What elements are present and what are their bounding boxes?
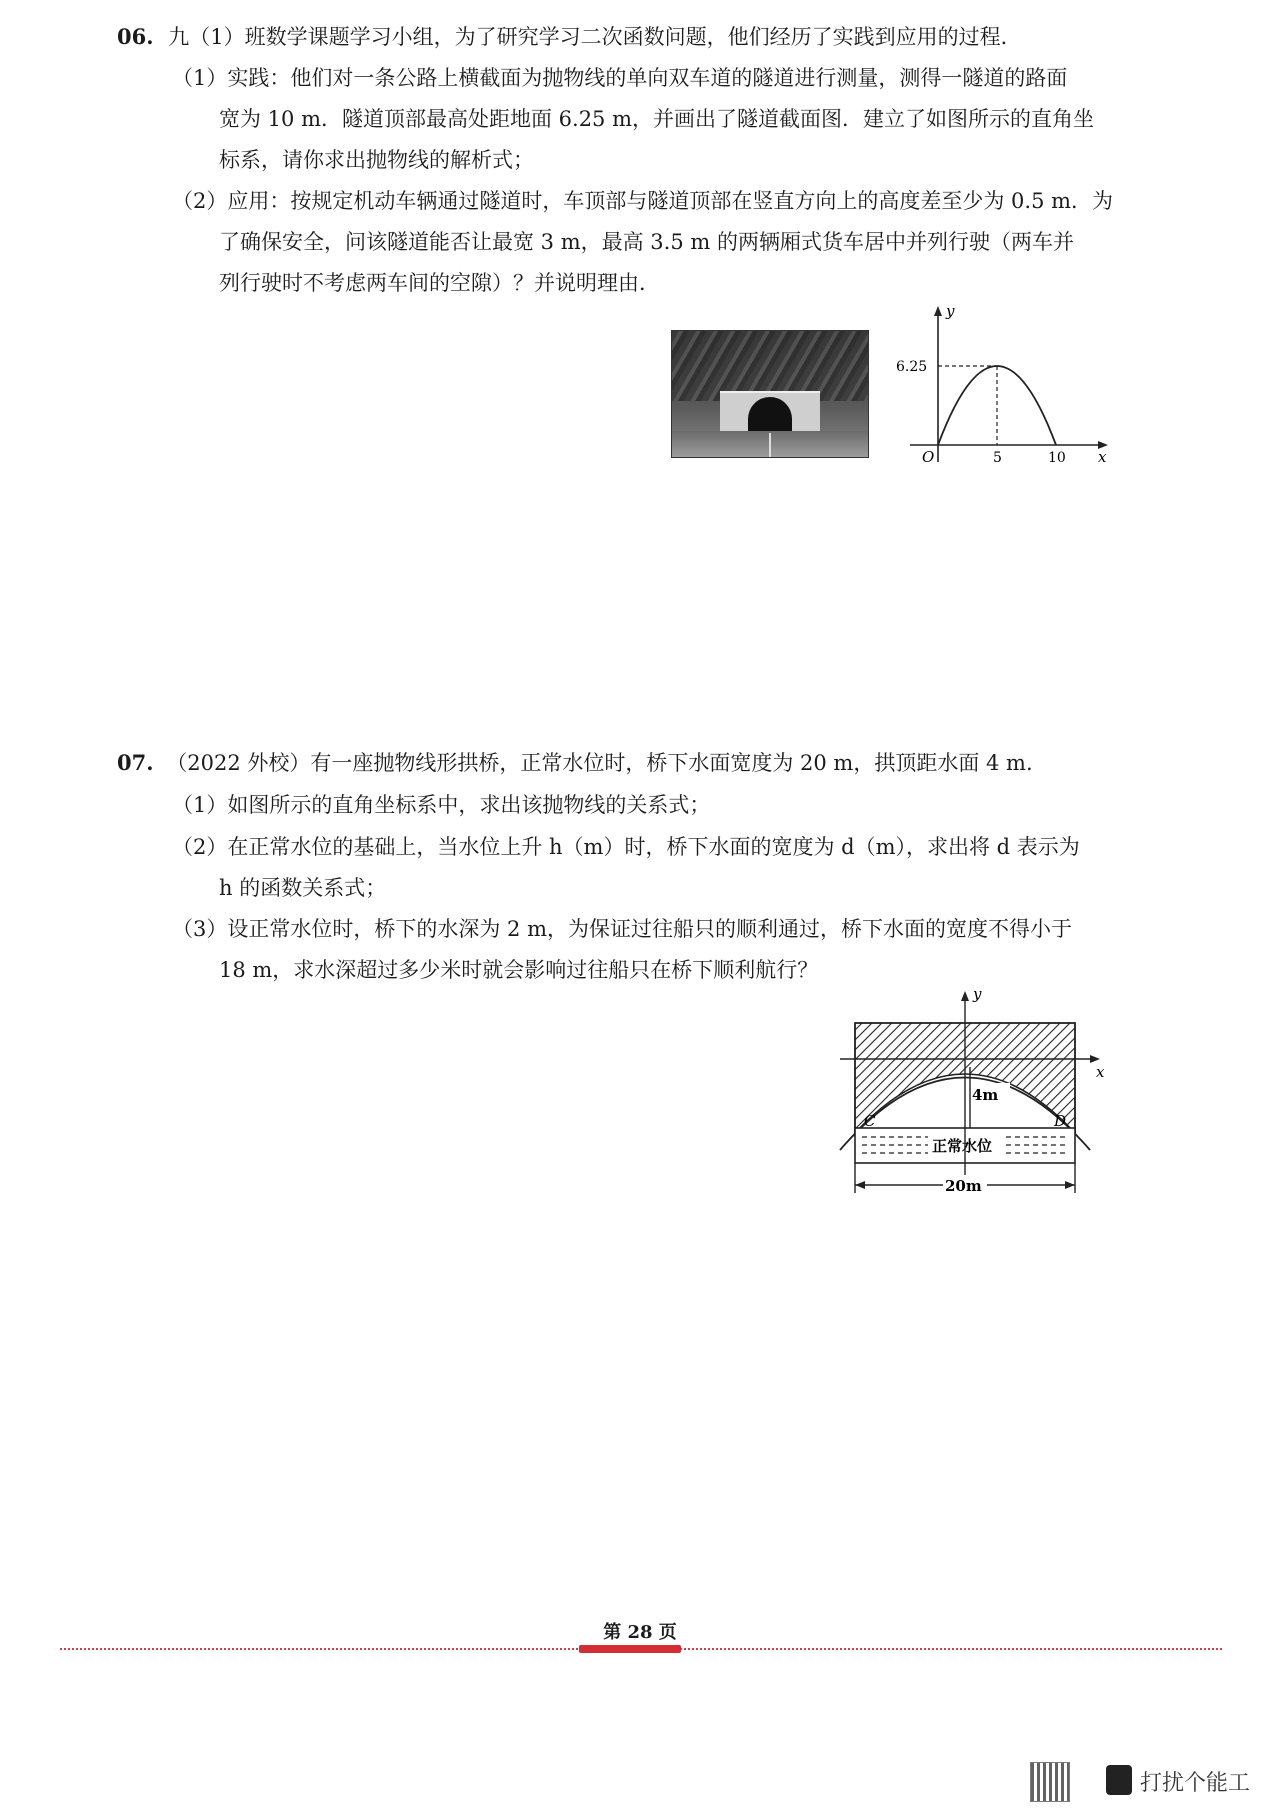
- arch-bridge-figure: [830, 985, 1110, 1205]
- y-axis-arrow: [934, 306, 942, 316]
- photo-tunnel-opening: [748, 397, 792, 435]
- point-d-label: D: [1054, 1112, 1067, 1130]
- question-07-stem: [117, 748, 1033, 778]
- q07-part2-line2: h 的函数关系式；: [219, 876, 387, 900]
- width-arrow-right: [1065, 1181, 1075, 1189]
- graph-x-tick-10: 10: [1048, 450, 1066, 466]
- graph-y-label: y: [946, 302, 955, 320]
- q06-part2-line2: 了确保安全，问该隧道能否让最宽 3 m，最高 3.5 m 的两辆厢式货车居中并列行驶（两车并: [219, 230, 1074, 254]
- q07-part3-line2: 18 m，求水深超过多少米时就会影响过往船只在桥下顺利航行？: [219, 958, 819, 982]
- x-axis-arrow: [1090, 1055, 1100, 1063]
- graph-x-tick-5: 5: [993, 450, 1002, 466]
- page-number: 第 28 页: [603, 1622, 677, 1643]
- watermark-text: 打扰个能工: [1140, 1771, 1251, 1796]
- tunnel-parabola-curve: [938, 366, 1056, 445]
- width-label: 20m: [945, 1177, 982, 1195]
- q07-part2-line1: （2）在正常水位的基础上，当水位上升 h（m）时，桥下水面的宽度为 d（m），求出将 d 表示为: [172, 835, 1080, 859]
- watermark-qr-icon: [1030, 1762, 1070, 1802]
- question-06-text: 九（1）班数学课题学习小组，为了研究学习二次函数问题，他们经历了实践到应用的过程．: [168, 25, 1022, 49]
- point-c-label: C: [864, 1112, 876, 1130]
- water-level-label: 正常水位: [932, 1137, 993, 1155]
- question-06-number: 06.: [117, 24, 154, 49]
- question-07-text: （2022 外校）有一座抛物线形拱桥，正常水位时，桥下水面宽度为 20 m，拱顶距水面 4 m.: [166, 751, 1033, 775]
- q06-part2-line1: （2）应用：按规定机动车辆通过隧道时，车顶部与隧道顶部在竖直方向上的高度差至少为 0.5 m．为: [172, 189, 1114, 213]
- height-label: 4m: [972, 1086, 999, 1104]
- q07-part3-line1: （3）设正常水位时，桥下的水深为 2 m，为保证过往船只的顺利通过，桥下水面的宽度不得小于: [172, 917, 1072, 941]
- graph-origin-label: O: [922, 448, 935, 466]
- y-axis-arrow: [961, 991, 969, 1001]
- footer-red-bar: [579, 1645, 681, 1653]
- graph-x-label: x: [1098, 448, 1107, 466]
- tunnel-photo: [671, 330, 869, 458]
- figure-y-label: y: [973, 985, 982, 1003]
- photo-lane-marking: [769, 433, 771, 457]
- question-06-stem: [117, 22, 1022, 52]
- q06-part1-line1: （1）实践：他们对一条公路上横截面为抛物线的单向双车道的隧道进行测量，测得一隧道的路面: [172, 66, 1068, 90]
- question-07-number: 07.: [117, 750, 154, 775]
- width-arrow-left: [855, 1181, 865, 1189]
- q06-part1-line3: 标系，请你求出抛物线的解析式；: [219, 148, 534, 172]
- tunnel-parabola-graph: [880, 300, 1120, 470]
- q06-part1-line2: 宽为 10 m．隧道顶部最高处距地面 6.25 m，并画出了隧道截面图．建立了如图所示的直角坐: [219, 107, 1095, 131]
- watermark-logo-icon: [1106, 1765, 1132, 1795]
- figure-x-label: x: [1096, 1063, 1105, 1081]
- q07-part1: （1）如图所示的直角坐标系中，求出该抛物线的关系式；: [172, 793, 711, 817]
- graph-vertex-y-label: 6.25: [896, 359, 928, 375]
- q06-part2-line3: 列行驶时不考虑两车间的空隙）？并说明理由．: [219, 271, 660, 295]
